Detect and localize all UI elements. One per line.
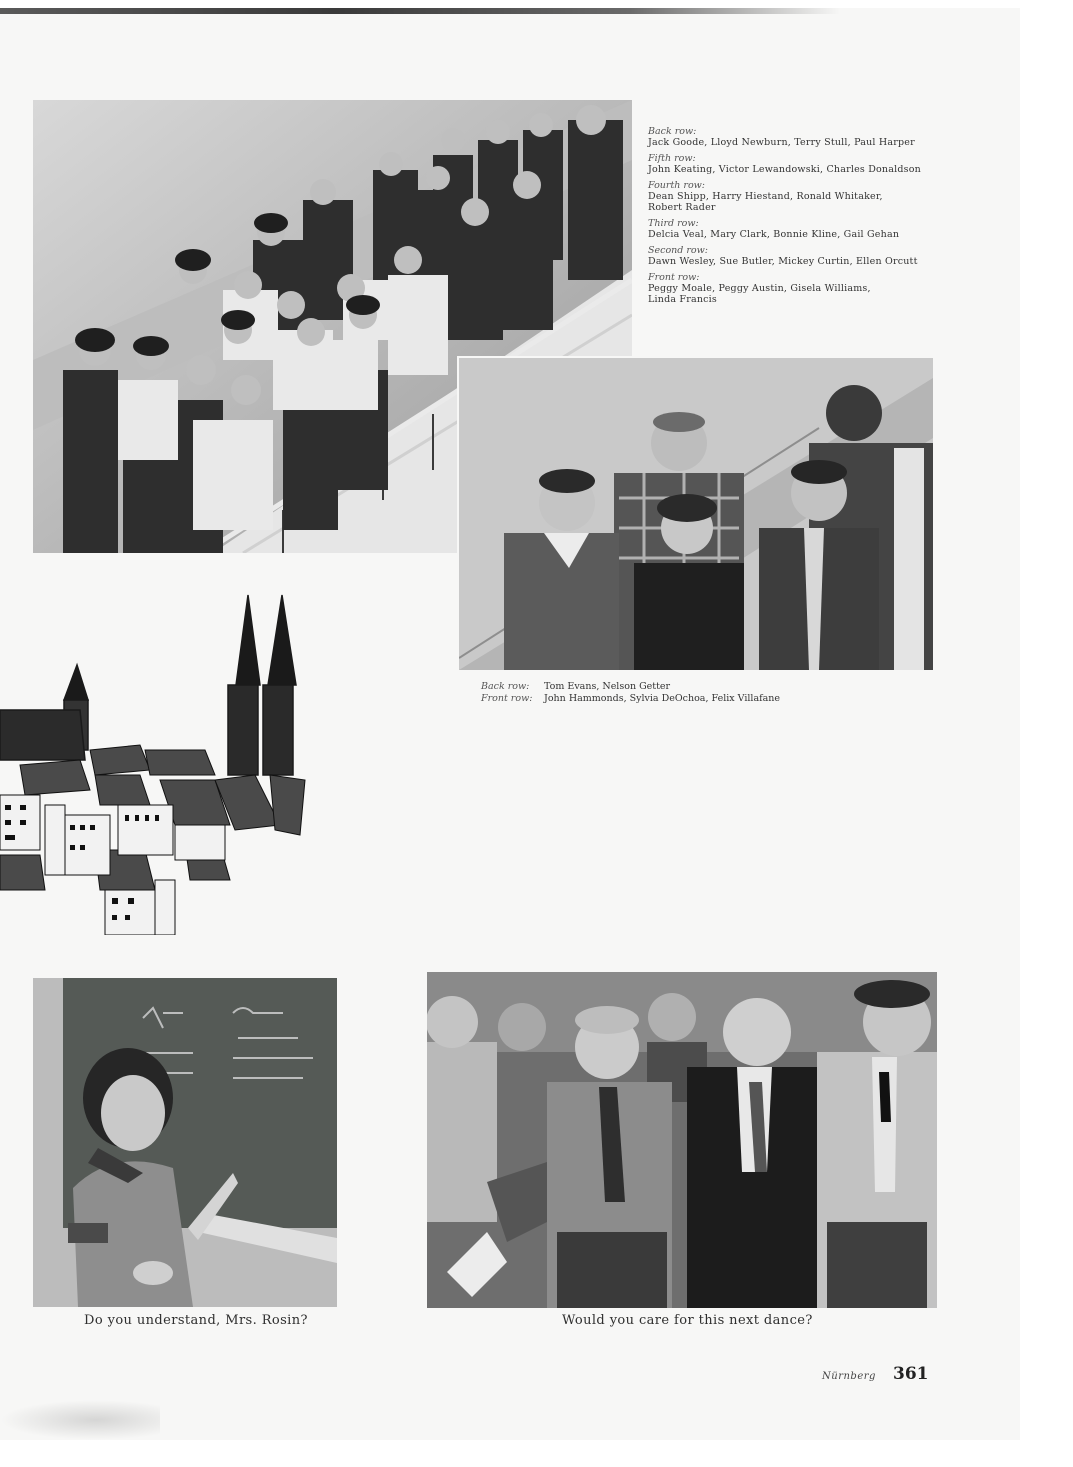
row-label: Back row: (648, 126, 697, 137)
row-label: Front row: (481, 693, 533, 704)
row-label: Second row: (648, 245, 708, 256)
row-label: Back row: (481, 681, 530, 692)
row-names: Peggy Moale, Peggy Austin, Gisela Williams, Linda Francis (648, 283, 871, 305)
dance-photo-caption: Would you care for this next dance? (562, 1313, 813, 1328)
five-students-photo (459, 358, 933, 670)
nurnberg-skyline-sketch (0, 590, 325, 935)
row-label: Third row: (648, 218, 699, 229)
row-names: Delcia Veal, Mary Clark, Bonnie Kline, Gail Gehan (648, 229, 900, 240)
row-names: Tom Evans, Nelson Getter (544, 681, 671, 692)
row-names: John Keating, Victor Lewandowski, Charles Donaldson (648, 164, 921, 175)
row-label: Fifth row: (648, 153, 696, 164)
five-students-names (481, 681, 780, 705)
folio-place: Nürnberg (822, 1371, 876, 1382)
row-label: Fourth row: (648, 180, 705, 191)
row-names: Dean Shipp, Harry Hiestand, Ronald Whitaker, Robert Rader (648, 191, 883, 213)
row-label: Front row: (648, 272, 700, 283)
scan-smudge (0, 1400, 160, 1440)
row-names: John Hammonds, Sylvia DeOchoa, Felix Villafane (544, 693, 781, 704)
teacher-photo-caption: Do you understand, Mrs. Rosin? (84, 1313, 308, 1328)
page-number: 361 (893, 1364, 929, 1384)
staircase-photo-names (648, 126, 948, 305)
row-names: Dawn Wesley, Sue Butler, Mickey Curtin, Ellen Orcutt (648, 256, 918, 267)
boys-seated-photo (427, 972, 937, 1308)
scan-edge-rule (0, 8, 840, 14)
row-names: Jack Goode, Lloyd Newburn, Terry Stull, Paul Harper (648, 137, 915, 148)
teacher-chalkboard-photo (33, 978, 337, 1307)
page-folio (822, 1364, 929, 1384)
